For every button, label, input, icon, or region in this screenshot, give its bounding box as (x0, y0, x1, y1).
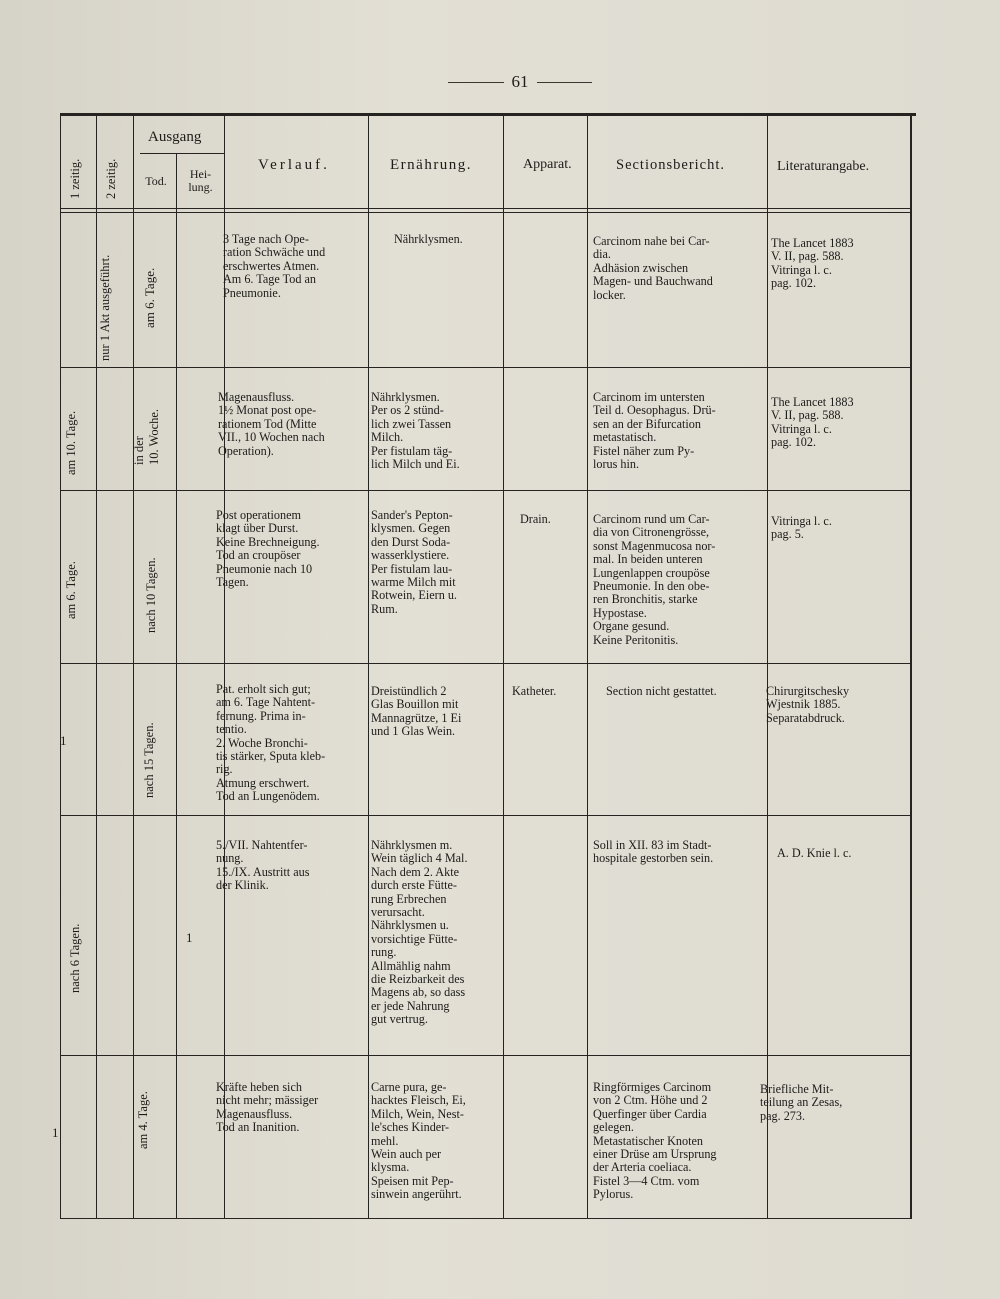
row6-ernaehrung: Carne pura, ge- hacktes Fleisch, Ei, Milch, Wein, Nest- le'sches Kinder- mehl. Wein auch per klysma. Speisen mit Pep- sinwein angerührt. (371, 1081, 466, 1202)
page-number-dash-left (448, 82, 504, 83)
header-2-zeitig: 2 zeitig. (104, 158, 118, 199)
row6-z1: 1 (52, 1125, 59, 1140)
header-literaturangabe: Literaturangabe. (777, 159, 870, 174)
row6-literatur: Briefliche Mit- teilung an Zesas, pag. 273. (760, 1083, 843, 1123)
table-bottom-rule (60, 1218, 910, 1219)
col-rule-z1 (96, 116, 97, 1219)
col-rule-ernaehrung (503, 116, 504, 1219)
row1-section: Carcinom nahe bei Car- dia. Adhäsion zwischen Magen- und Bauchwand locker. (593, 235, 713, 302)
row4-verlauf: Pat. erholt sich gut; am 6. Tage Nahtent- fernung. Prima in- tentio. 2. Woche Bronchi- tis stärker, Sputa kleb- rig. Atmung erschwert. Tod an Lungenödem. (216, 683, 326, 804)
row3-tod: nach 10 Tagen. (144, 557, 158, 633)
table-top-rule (60, 113, 916, 116)
page-number: 61 (511, 72, 529, 91)
col-rule-left (60, 113, 61, 1219)
row4-tod: nach 15 Tagen. (142, 722, 156, 798)
header-bottom-rule (60, 208, 910, 209)
header-tod: Tod. (145, 174, 167, 188)
page-number-dash-right (537, 82, 593, 83)
row-divider-1 (60, 367, 910, 368)
row5-section: Soll in XII. 83 im Stadt- hospitale gestorben sein. (593, 839, 714, 866)
row-divider-5 (60, 1055, 910, 1056)
row-divider-4 (60, 815, 910, 816)
row5-z1: nach 6 Tagen. (68, 923, 82, 993)
row1-literatur: The Lancet 1883 V. II, pag. 588. Vitringa l. c. pag. 102. (771, 237, 854, 291)
header-1-zeitig: 1 zeitig. (68, 158, 82, 199)
row5-verlauf: 5./VII. Nahtentfer- nung. 15./IX. Austritt aus der Klinik. (216, 839, 310, 893)
row5-literatur: A. D. Knie l. c. (777, 847, 852, 860)
row2-section: Carcinom im untersten Teil d. Oesophagus. Drü- sen an der Bifurcation metastatisch. Fistel näher zum Py- lorus hin. (593, 391, 716, 472)
col-rule-z2 (133, 116, 134, 1219)
page-number-area (440, 70, 600, 94)
row1-verlauf: 3 Tage nach Ope- ration Schwäche und erschwertes Atmen. Am 6. Tage Tod an Pneumonie. (223, 233, 326, 300)
case-table (52, 113, 916, 1221)
row4-literatur: Chirurgitschesky Wjestnik 1885. Separatabdruck. (766, 685, 850, 725)
row2-z1: am 10. Tage. (64, 410, 78, 475)
row4-apparat: Katheter. (512, 685, 557, 698)
row5-ernaehrung: Nährklysmen m. Wein täglich 4 Mal. Nach dem 2. Akte durch erste Fütte- rung Erbrechen verursacht. Nährklysmen u. vorsichtige Fütte- rung. Allmählig nahm die Reizbarkeit des Magens ab, so dass er jede Nahrung gut vertrug. (371, 839, 468, 1027)
ausgang-sub-rule (140, 153, 224, 154)
header-verlauf: Verlauf. (258, 157, 330, 173)
row2-ernaehrung: Nährklysmen. Per os 2 stünd- lich zwei Tassen Milch. Per fistulam täg- lich Milch und Ei. (371, 391, 460, 472)
header-bottom-rule-2 (60, 212, 910, 213)
row6-z2: am 4. Tage. (136, 1091, 150, 1149)
header-sectionsbericht: Sectionsbericht. (616, 157, 726, 173)
row-divider-3 (60, 663, 910, 664)
row6-section: Ringförmiges Carcinom von 2 Ctm. Höhe und 2 Querfinger über Cardia gelegen. Metastatischer Knoten einer Drüse am Ursprung der Arteria coeliaca. Fistel 3—4 Ctm. vom Pylorus. (593, 1081, 717, 1202)
header-ernaehrung: Ernährung. (390, 157, 473, 173)
header-ausgang: Ausgang (148, 129, 202, 145)
row6-verlauf: Kräfte heben sich nicht mehr; mässiger Magenausfluss. Tod an Inanition. (216, 1081, 319, 1135)
row3-literatur: Vitringa l. c. pag. 5. (771, 515, 832, 542)
row1-z2: nur 1 Akt ausgeführt. (98, 254, 112, 361)
row2-tod: in der 10. Woche. (132, 408, 161, 465)
row3-z1: am 6. Tage. (64, 561, 78, 619)
row5-heil: 1 (186, 930, 193, 945)
row1-tod: am 6. Tage. (142, 267, 157, 328)
row4-ernaehrung: Dreistündlich 2 Glas Bouillon mit Mannagrütze, 1 Ei und 1 Glas Wein. (371, 685, 462, 739)
row2-literatur: The Lancet 1883 V. II, pag. 588. Vitringa l. c. pag. 102. (771, 396, 854, 450)
row-divider-2 (60, 490, 910, 491)
row3-ernaehrung: Sander's Pepton- klysmen. Gegen den Durst Soda- wasserklystiere. Per fistulam lau- warme Milch mit Rotwein, Eiern u. Rum. (371, 509, 457, 616)
row3-apparat: Drain. (520, 513, 551, 526)
row2-verlauf: Magenausfluss. 1½ Monat post ope- rationem Tod (Mitte VII., 10 Wochen nach Operation). (218, 391, 325, 458)
header-apparat: Apparat. (523, 157, 572, 172)
row4-section: Section nicht gestattet. (606, 685, 717, 698)
row1-ernaehrung: Nährklysmen. (394, 233, 463, 246)
header-heilung: Hei- lung. (188, 167, 213, 194)
row3-verlauf: Post operationem klagt über Durst. Keine Brechneigung. Tod an croupöser Pneumonie nach 10 Tagen. (216, 509, 320, 590)
row4-z1: 1 (60, 733, 67, 748)
col-rule-tod (176, 153, 177, 1219)
row3-section: Carcinom rund um Car- dia von Citronengrösse, sonst Magenmucosa nor- mal. In beiden unteren Lungenlappen croupöse Pneumonie. In den obe- ren Bronchitis, starke Hypostase. Organe gesund. Keine Peritonitis. (593, 513, 716, 647)
col-rule-apparat (587, 116, 588, 1219)
